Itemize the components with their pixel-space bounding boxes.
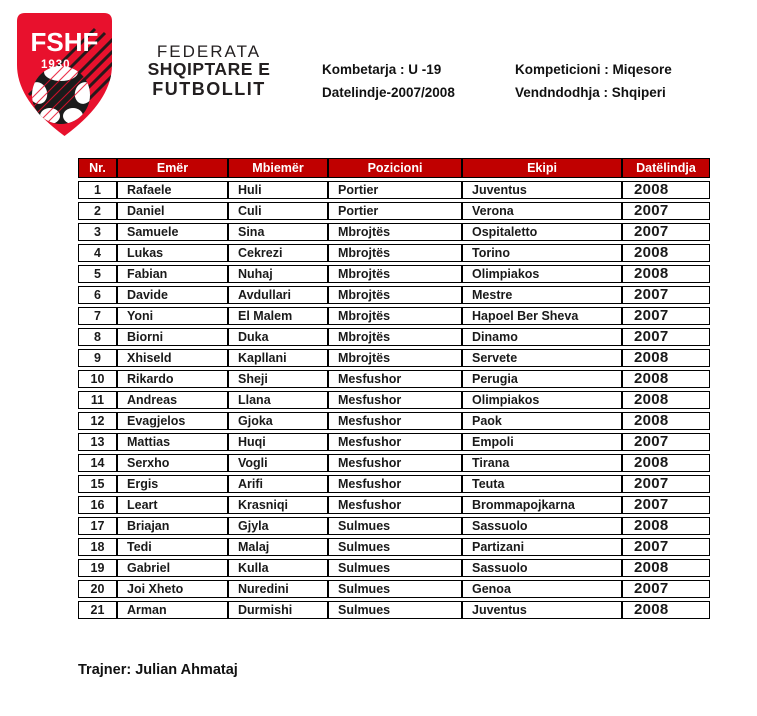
cell-datelindja: 2007 (622, 328, 710, 346)
table-row (78, 223, 710, 241)
cell-mbiemer: Kulla (228, 559, 328, 577)
cell-datelindja: 2008 (622, 391, 710, 409)
cell-datelindja: 2008 (622, 349, 710, 367)
cell-ekipi: Paok (462, 412, 622, 430)
cell-datelindja: 2008 (622, 244, 710, 262)
cell-datelindja: 2008 (622, 412, 710, 430)
table-row (78, 265, 710, 283)
cell-mbiemer: Gjoka (228, 412, 328, 430)
cell-nr: 21 (78, 601, 117, 619)
cell-datelindja: 2008 (622, 454, 710, 472)
cell-pozicioni: Mesfushor (328, 370, 462, 388)
cell-mbiemer: Culi (228, 202, 328, 220)
cell-emer: Andreas (117, 391, 228, 409)
cell-emer: Joi Xheto (117, 580, 228, 598)
cell-mbiemer: Malaj (228, 538, 328, 556)
cell-ekipi: Ospitaletto (462, 223, 622, 241)
cell-emer: Rafaele (117, 181, 228, 199)
table-row (78, 307, 710, 325)
column-header-mbiemer: Mbiemër (228, 158, 328, 178)
cell-nr: 2 (78, 202, 117, 220)
cell-ekipi: Tirana (462, 454, 622, 472)
cell-ekipi: Olimpiakos (462, 391, 622, 409)
header-info-left (322, 58, 455, 104)
cell-emer: Xhiseld (117, 349, 228, 367)
cell-pozicioni: Mbrojtës (328, 223, 462, 241)
table-row (78, 454, 710, 472)
cell-pozicioni: Sulmues (328, 601, 462, 619)
table-row (78, 559, 710, 577)
cell-mbiemer: Duka (228, 328, 328, 346)
table-row (78, 328, 710, 346)
cell-emer: Briajan (117, 517, 228, 535)
table-row (78, 349, 710, 367)
table-row (78, 370, 710, 388)
logo-year: 1930 (41, 59, 71, 71)
cell-pozicioni: Mbrojtës (328, 265, 462, 283)
fshf-logo (17, 13, 112, 136)
cell-ekipi: Torino (462, 244, 622, 262)
cell-mbiemer: Kapllani (228, 349, 328, 367)
cell-emer: Mattias (117, 433, 228, 451)
cell-emer: Arman (117, 601, 228, 619)
logo-acronym: FSHF (30, 27, 99, 57)
cell-ekipi: Servete (462, 349, 622, 367)
table-row (78, 391, 710, 409)
cell-ekipi: Juventus (462, 181, 622, 199)
cell-nr: 8 (78, 328, 117, 346)
national-team-label: Kombetarja : U -19 (322, 62, 442, 77)
cell-datelindja: 2008 (622, 265, 710, 283)
cell-emer: Davide (117, 286, 228, 304)
cell-ekipi: Sassuolo (462, 517, 622, 535)
column-header-pozicioni: Pozicioni (328, 158, 462, 178)
cell-mbiemer: Avdullari (228, 286, 328, 304)
table-row (78, 538, 710, 556)
cell-emer: Fabian (117, 265, 228, 283)
cell-datelindja: 2007 (622, 580, 710, 598)
cell-nr: 17 (78, 517, 117, 535)
cell-nr: 18 (78, 538, 117, 556)
cell-datelindja: 2008 (622, 601, 710, 619)
cell-pozicioni: Mesfushor (328, 391, 462, 409)
cell-nr: 20 (78, 580, 117, 598)
cell-ekipi: Juventus (462, 601, 622, 619)
cell-ekipi: Partizani (462, 538, 622, 556)
cell-nr: 6 (78, 286, 117, 304)
column-header-nr: Nr. (78, 158, 117, 178)
cell-mbiemer: Huli (228, 181, 328, 199)
competition-label: Kompeticioni : Miqesore (515, 62, 672, 77)
cell-mbiemer: Nuhaj (228, 265, 328, 283)
cell-datelindja: 2007 (622, 286, 710, 304)
cell-emer: Rikardo (117, 370, 228, 388)
cell-pozicioni: Mbrojtës (328, 244, 462, 262)
cell-datelindja: 2007 (622, 223, 710, 241)
cell-mbiemer: Sina (228, 223, 328, 241)
table-row (78, 475, 710, 493)
cell-ekipi: Sassuolo (462, 559, 622, 577)
fshf-crest-icon (17, 13, 112, 136)
table-row (78, 286, 710, 304)
cell-mbiemer: Cekrezi (228, 244, 328, 262)
cell-ekipi: Mestre (462, 286, 622, 304)
cell-mbiemer: Sheji (228, 370, 328, 388)
cell-pozicioni: Mesfushor (328, 475, 462, 493)
cell-datelindja: 2007 (622, 307, 710, 325)
cell-emer: Biorni (117, 328, 228, 346)
cell-pozicioni: Mbrojtës (328, 307, 462, 325)
cell-mbiemer: Nuredini (228, 580, 328, 598)
cell-nr: 11 (78, 391, 117, 409)
federation-name-line-1: FEDERATA (156, 42, 262, 61)
cell-ekipi: Perugia (462, 370, 622, 388)
cell-datelindja: 2008 (622, 559, 710, 577)
cell-nr: 5 (78, 265, 117, 283)
player-table-body (78, 181, 710, 619)
cell-ekipi: Verona (462, 202, 622, 220)
column-header-emer: Emër (117, 158, 228, 178)
cell-ekipi: Teuta (462, 475, 622, 493)
cell-datelindja: 2007 (622, 496, 710, 514)
cell-pozicioni: Sulmues (328, 580, 462, 598)
cell-nr: 16 (78, 496, 117, 514)
cell-ekipi: Empoli (462, 433, 622, 451)
column-header-datelindja: Datëlindja (622, 158, 710, 178)
cell-emer: Lukas (117, 244, 228, 262)
cell-nr: 12 (78, 412, 117, 430)
player-roster-table (78, 155, 710, 622)
cell-pozicioni: Sulmues (328, 559, 462, 577)
federation-name (116, 43, 302, 99)
table-row (78, 412, 710, 430)
cell-pozicioni: Mesfushor (328, 496, 462, 514)
coach-label: Trajner: Julian Ahmataj (78, 662, 238, 678)
cell-pozicioni: Portier (328, 181, 462, 199)
cell-datelindja: 2007 (622, 433, 710, 451)
cell-pozicioni: Mbrojtës (328, 286, 462, 304)
cell-ekipi: Hapoel Ber Sheva (462, 307, 622, 325)
birth-years-label: Datelindje-2007/2008 (322, 85, 455, 100)
cell-mbiemer: Gjyla (228, 517, 328, 535)
cell-ekipi: Dinamo (462, 328, 622, 346)
table-row (78, 244, 710, 262)
cell-datelindja: 2007 (622, 538, 710, 556)
table-row (78, 601, 710, 619)
federation-name-line-2: SHQIPTARE E (147, 59, 271, 80)
cell-nr: 13 (78, 433, 117, 451)
cell-pozicioni: Mbrojtës (328, 328, 462, 346)
cell-emer: Serxho (117, 454, 228, 472)
cell-emer: Tedi (117, 538, 228, 556)
cell-nr: 1 (78, 181, 117, 199)
cell-pozicioni: Sulmues (328, 538, 462, 556)
cell-datelindja: 2008 (622, 370, 710, 388)
location-label: Vendndodhja : Shqiperi (515, 85, 666, 100)
cell-pozicioni: Mesfushor (328, 412, 462, 430)
cell-nr: 3 (78, 223, 117, 241)
cell-datelindja: 2007 (622, 475, 710, 493)
cell-nr: 9 (78, 349, 117, 367)
cell-nr: 7 (78, 307, 117, 325)
cell-ekipi: Genoa (462, 580, 622, 598)
cell-emer: Yoni (117, 307, 228, 325)
cell-pozicioni: Mesfushor (328, 433, 462, 451)
cell-pozicioni: Mesfushor (328, 454, 462, 472)
cell-emer: Leart (117, 496, 228, 514)
cell-emer: Samuele (117, 223, 228, 241)
cell-ekipi: Olimpiakos (462, 265, 622, 283)
cell-mbiemer: Durmishi (228, 601, 328, 619)
header-info-right (515, 58, 672, 104)
cell-emer: Ergis (117, 475, 228, 493)
cell-datelindja: 2007 (622, 202, 710, 220)
federation-name-line-3: FUTBOLLIT (152, 79, 266, 100)
cell-mbiemer: Llana (228, 391, 328, 409)
column-header-ekipi: Ekipi (462, 158, 622, 178)
cell-nr: 10 (78, 370, 117, 388)
cell-mbiemer: Arifi (228, 475, 328, 493)
table-row (78, 580, 710, 598)
table-row (78, 181, 710, 199)
cell-pozicioni: Mbrojtës (328, 349, 462, 367)
cell-mbiemer: Vogli (228, 454, 328, 472)
cell-pozicioni: Portier (328, 202, 462, 220)
cell-mbiemer: Huqi (228, 433, 328, 451)
cell-nr: 14 (78, 454, 117, 472)
table-row (78, 433, 710, 451)
table-row (78, 202, 710, 220)
cell-datelindja: 2008 (622, 517, 710, 535)
cell-nr: 4 (78, 244, 117, 262)
cell-ekipi: Brommapojkarna (462, 496, 622, 514)
cell-emer: Gabriel (117, 559, 228, 577)
table-row (78, 496, 710, 514)
cell-mbiemer: Krasniqi (228, 496, 328, 514)
cell-pozicioni: Sulmues (328, 517, 462, 535)
table-row (78, 517, 710, 535)
cell-emer: Evagjelos (117, 412, 228, 430)
cell-emer: Daniel (117, 202, 228, 220)
cell-nr: 15 (78, 475, 117, 493)
cell-datelindja: 2008 (622, 181, 710, 199)
cell-nr: 19 (78, 559, 117, 577)
cell-mbiemer: El Malem (228, 307, 328, 325)
table-header-row (78, 158, 710, 178)
